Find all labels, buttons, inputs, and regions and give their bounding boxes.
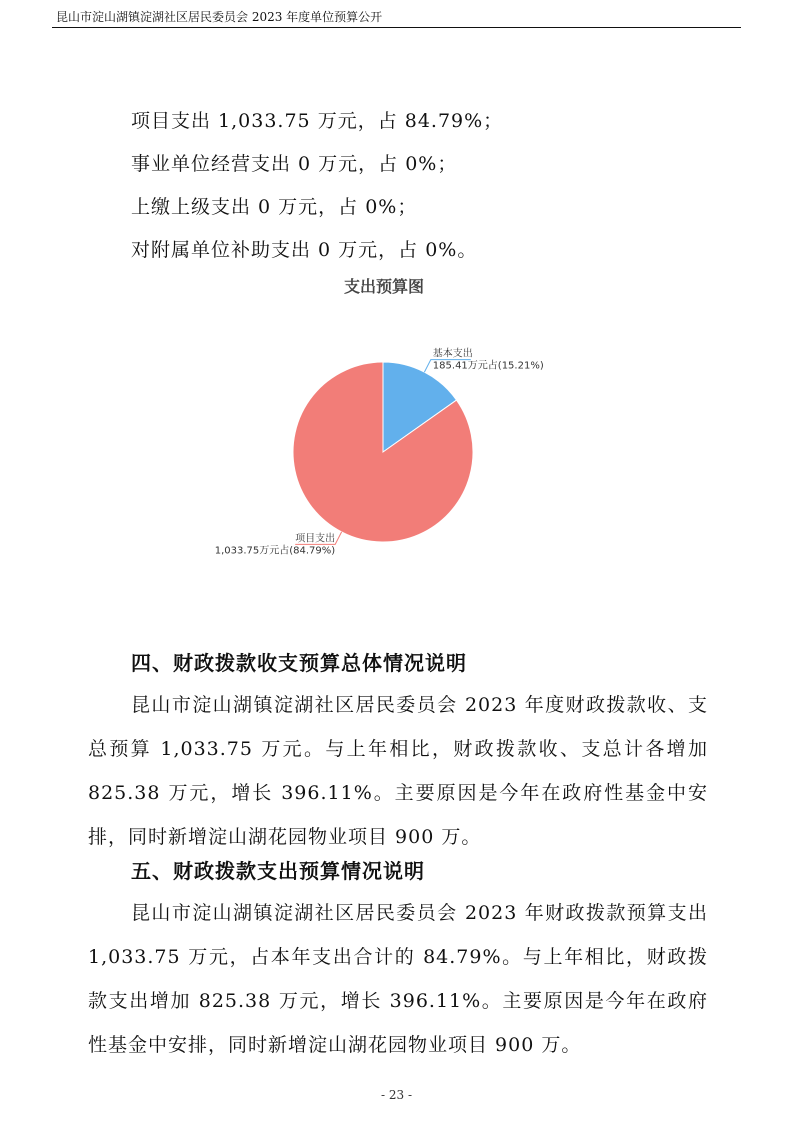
section-heading-5: 五、财政拨款支出预算情况说明: [131, 859, 425, 883]
page-number: - 23 -: [380, 1088, 412, 1102]
intro-line-subsidy-expense: 对附属单位补助支出 0 万元，占 0%。: [131, 239, 478, 261]
pie-slice-name-label: 基本支出: [432, 348, 473, 360]
section-paragraph-5: 昆山市淀山湖镇淀湖社区居民委员会 2023 年财政拨款预算支出 1,033.75 万元，占本年支出合计的 84.79%。与上年相比，财政拨款支出增加 825.38 万元，增长 396.11%。主要原因是今年在政府性基金中安排，同时新增淀山湖花园物业项目 900 万。: [88, 902, 708, 1056]
pie-slice-value-label: 1,033.75万元占(84.79%): [214, 545, 336, 557]
section-heading-4: 四、财政拨款收支预算总体情况说明: [131, 651, 467, 675]
intro-line-upper-level-expense: 上缴上级支出 0 万元，占 0%；: [131, 196, 418, 218]
running-header: 昆山市淀山湖镇淀湖社区居民委员会 2023 年度单位预算公开: [56, 10, 383, 24]
intro-line-project-expense: 项目支出 1,033.75 万元，占 84.79%；: [131, 110, 504, 132]
pie-slice-name-label: 项目支出: [295, 533, 336, 545]
intro-line-business-expense: 事业单位经营支出 0 万元，占 0%；: [131, 153, 458, 175]
chart-title: 支出预算图: [343, 277, 424, 296]
pie-slice-value-label: 185.41万元占(15.21%): [432, 360, 544, 372]
section-paragraph-4: 昆山市淀山湖镇淀湖社区居民委员会 2023 年度财政拨款收、支总预算 1,033.75 万元。与上年相比，财政拨款收、支总计各增加 825.38 万元，增长 396.11%。主要原因是今年在政府性基金中安排，同时新增淀山湖花园物业项目 900 万。: [88, 694, 708, 848]
